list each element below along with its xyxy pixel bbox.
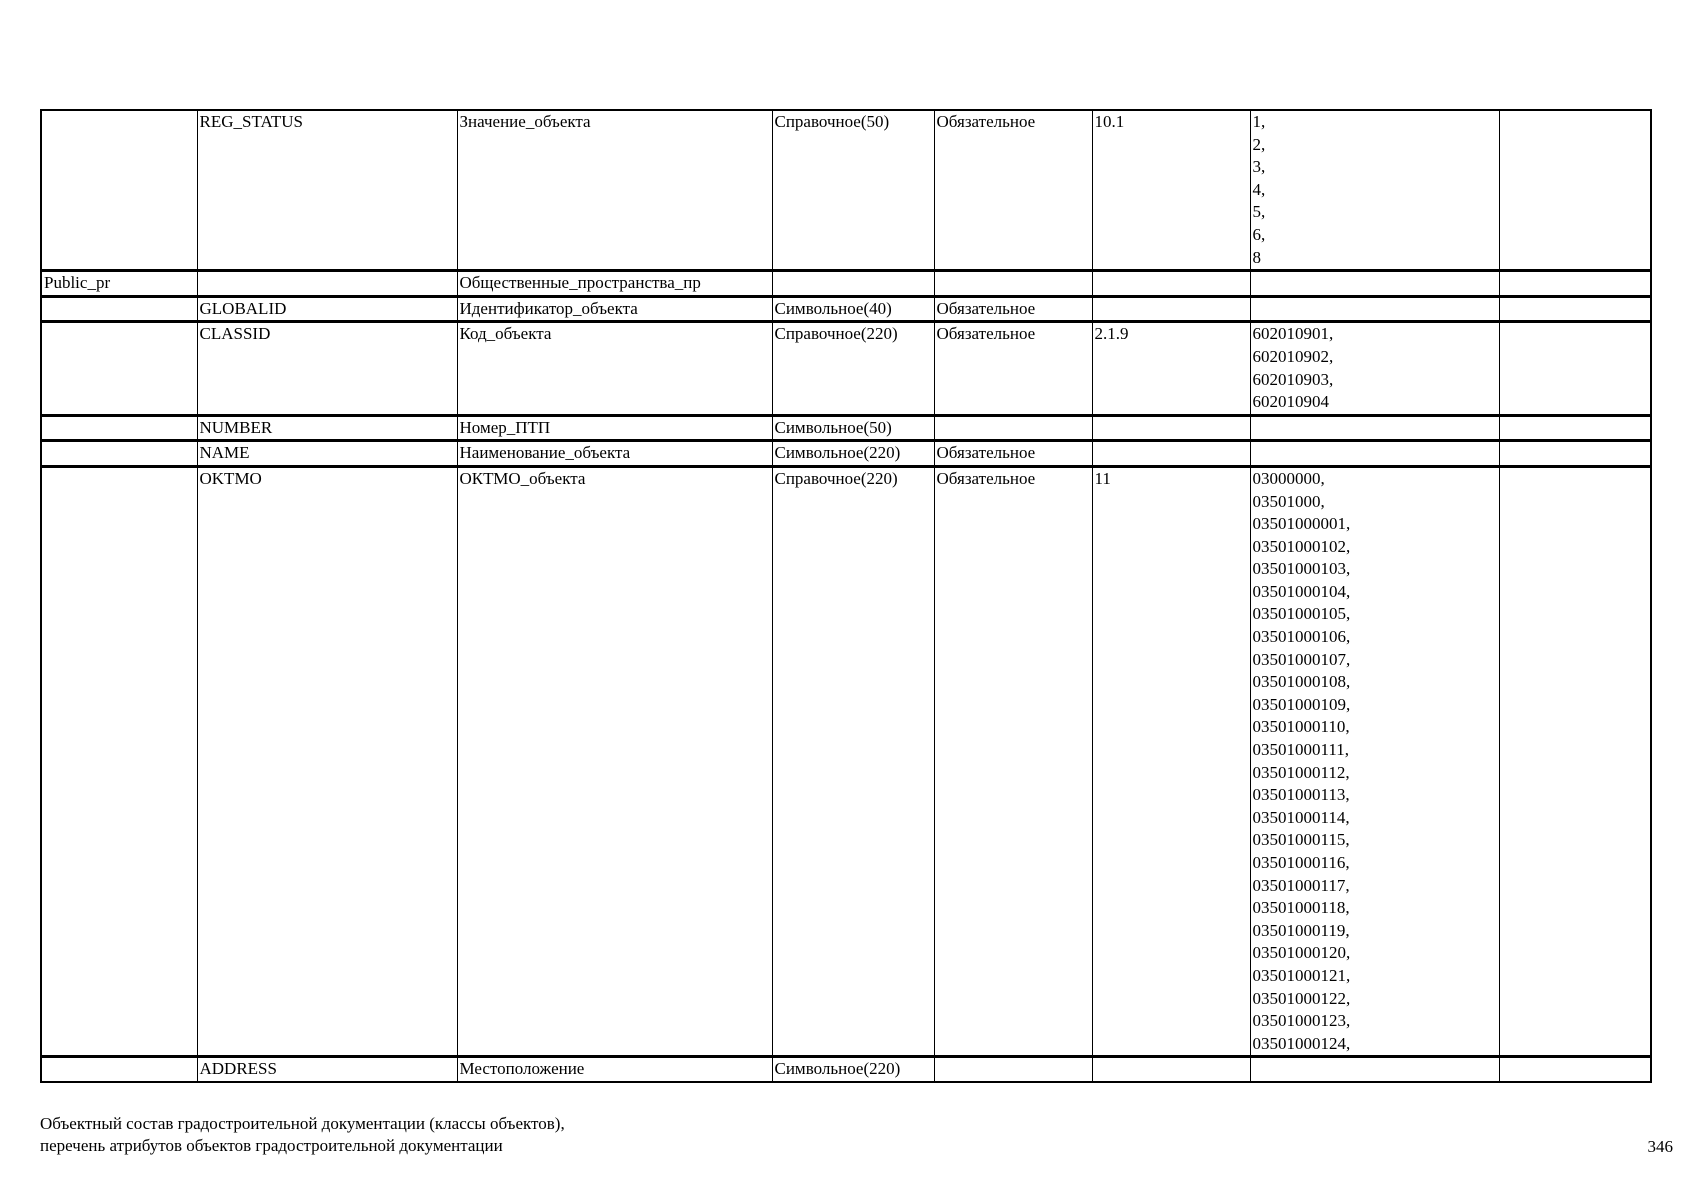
- reference-cell: 11: [1092, 466, 1250, 1056]
- required-cell: [934, 1057, 1092, 1082]
- note-cell: [1499, 296, 1651, 322]
- description-cell: Местоположение: [457, 1057, 772, 1082]
- attribute-name-cell: CLASSID: [197, 322, 457, 415]
- values-cell: [1250, 1057, 1499, 1082]
- attribute-name-cell: NUMBER: [197, 415, 457, 441]
- table-row: [41, 441, 1651, 467]
- type-cell: Справочное(50): [772, 110, 934, 271]
- required-cell: Обязательное: [934, 441, 1092, 467]
- type-cell: Символьное(50): [772, 415, 934, 441]
- values-cell: [1250, 415, 1499, 441]
- class-cell: [41, 110, 197, 271]
- note-cell: [1499, 415, 1651, 441]
- description-cell: Общественные_пространства_пр: [457, 271, 772, 297]
- description-cell: Наименование_объекта: [457, 441, 772, 467]
- table-row: [41, 1057, 1651, 1082]
- class-cell: [41, 466, 197, 1056]
- values-cell: 03000000, 03501000, 03501000001, 03501000102, 03501000103, 03501000104, 03501000105, 03501000106, 03501000107, 03501000108, 03501000109, 03501000110, 03501000111, 03501000112, 03501000113, 03501000114, 03501000115, 03501000116, 03501000117, 03501000118, 03501000119, 03501000120, 03501000121, 03501000122, 03501000123, 03501000124,: [1250, 466, 1499, 1056]
- values-cell: [1250, 296, 1499, 322]
- class-cell: Public_pr: [41, 271, 197, 297]
- required-cell: [934, 271, 1092, 297]
- note-cell: [1499, 110, 1651, 271]
- reference-cell: 2.1.9: [1092, 322, 1250, 415]
- attribute-name-cell: NAME: [197, 441, 457, 467]
- description-cell: Код_объекта: [457, 322, 772, 415]
- note-cell: [1499, 322, 1651, 415]
- class-cell: [41, 296, 197, 322]
- required-cell: Обязательное: [934, 296, 1092, 322]
- table-row: [41, 271, 1651, 297]
- description-cell: ОКТМО_объекта: [457, 466, 772, 1056]
- table-row: [41, 466, 1651, 1056]
- footer-line-2: перечень атрибутов объектов градостроительной документации: [40, 1136, 503, 1155]
- attributes-table: [40, 109, 1652, 1083]
- class-cell: [41, 1057, 197, 1082]
- values-cell: 602010901, 602010902, 602010903, 602010904: [1250, 322, 1499, 415]
- description-cell: Значение_объекта: [457, 110, 772, 271]
- note-cell: [1499, 441, 1651, 467]
- type-cell: Символьное(220): [772, 1057, 934, 1082]
- page-number: 346: [1647, 1137, 1673, 1156]
- reference-cell: [1092, 415, 1250, 441]
- description-cell: Идентификатор_объекта: [457, 296, 772, 322]
- note-cell: [1499, 1057, 1651, 1082]
- description-cell: Номер_ПТП: [457, 415, 772, 441]
- required-cell: Обязательное: [934, 466, 1092, 1056]
- attribute-name-cell: REG_STATUS: [197, 110, 457, 271]
- reference-cell: [1092, 296, 1250, 322]
- table-row: [41, 322, 1651, 415]
- footer-caption: [40, 1113, 565, 1157]
- type-cell: Справочное(220): [772, 322, 934, 415]
- attribute-name-cell: [197, 271, 457, 297]
- type-cell: Символьное(40): [772, 296, 934, 322]
- type-cell: [772, 271, 934, 297]
- table-row: [41, 415, 1651, 441]
- type-cell: Справочное(220): [772, 466, 934, 1056]
- values-cell: [1250, 271, 1499, 297]
- required-cell: [934, 415, 1092, 441]
- attribute-name-cell: OKTMO: [197, 466, 457, 1056]
- note-cell: [1499, 271, 1651, 297]
- table-row: [41, 296, 1651, 322]
- footer-line-1: Объектный состав градостроительной документации (классы объектов),: [40, 1114, 565, 1133]
- reference-cell: [1092, 271, 1250, 297]
- type-cell: Символьное(220): [772, 441, 934, 467]
- attribute-name-cell: ADDRESS: [197, 1057, 457, 1082]
- class-cell: [41, 322, 197, 415]
- table-row: [41, 110, 1651, 271]
- note-cell: [1499, 466, 1651, 1056]
- reference-cell: 10.1: [1092, 110, 1250, 271]
- required-cell: Обязательное: [934, 110, 1092, 271]
- values-cell: 1, 2, 3, 4, 5, 6, 8: [1250, 110, 1499, 271]
- reference-cell: [1092, 441, 1250, 467]
- attribute-name-cell: GLOBALID: [197, 296, 457, 322]
- class-cell: [41, 415, 197, 441]
- values-cell: [1250, 441, 1499, 467]
- required-cell: Обязательное: [934, 322, 1092, 415]
- class-cell: [41, 441, 197, 467]
- reference-cell: [1092, 1057, 1250, 1082]
